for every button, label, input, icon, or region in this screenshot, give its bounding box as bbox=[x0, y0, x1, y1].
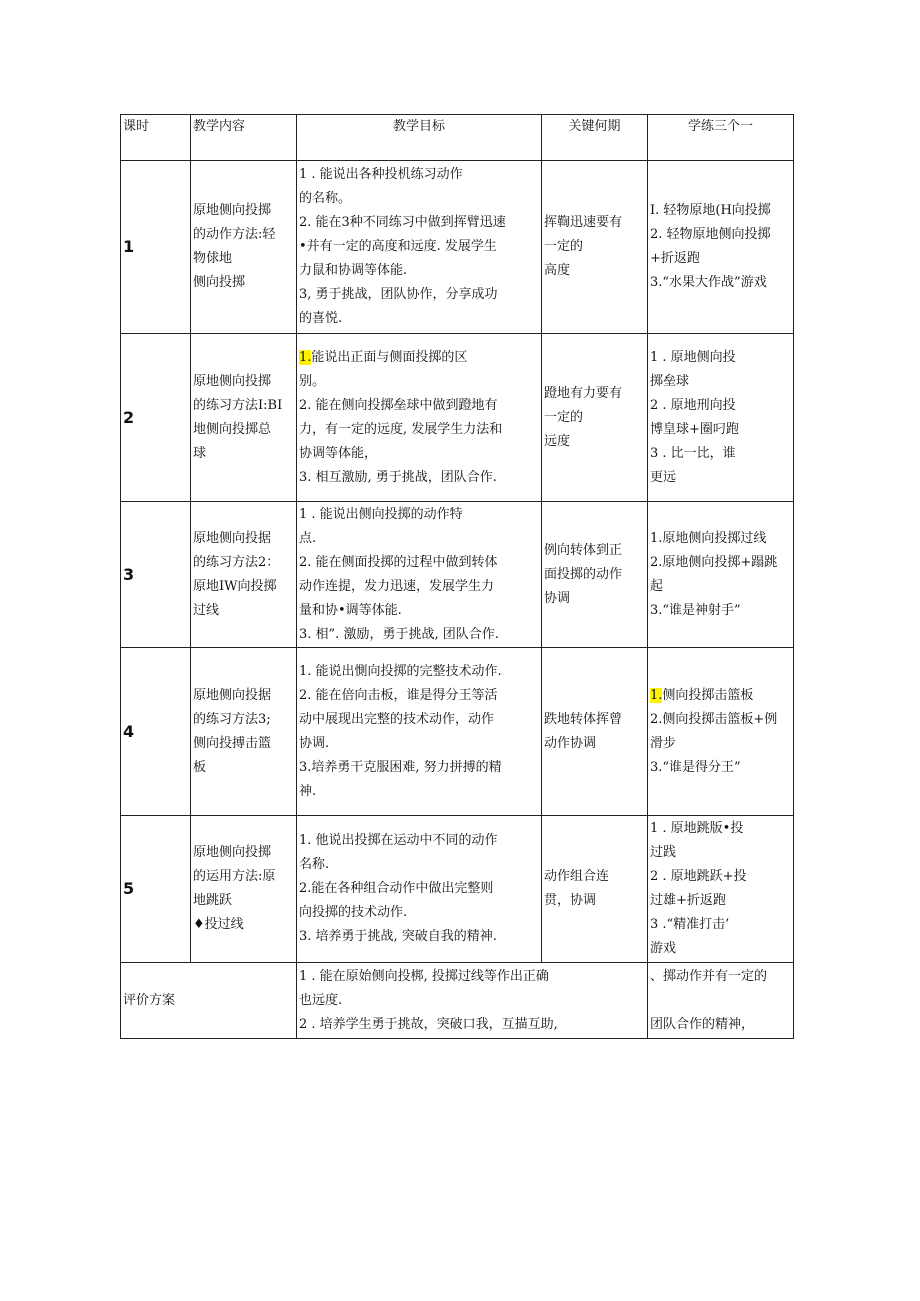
goal-line: 1. 能说出惻向投掷的完整技术动作. bbox=[299, 663, 502, 679]
content-line: 原地侧向投据 bbox=[193, 687, 272, 703]
content-line: 的练习方法2： bbox=[193, 554, 280, 570]
practice-line: 1.原地侧向投掷过线 bbox=[650, 530, 767, 546]
practice-line: 3.“水果大作战”游戏 bbox=[650, 275, 767, 290]
practice-cell bbox=[648, 161, 794, 334]
header-lesson: 课时 bbox=[121, 115, 191, 161]
practice-text: 侧向投掷击篮板 bbox=[662, 687, 754, 703]
practice-line: 博皇球+圈叼跑 bbox=[650, 421, 739, 437]
goal-line: 2. 能在侧面投掷的过程中做到转体 bbox=[299, 554, 498, 570]
lesson-row-5 bbox=[121, 816, 794, 963]
key-line: 动作协调 bbox=[544, 735, 597, 751]
practice-line: 3.“谁是神射手” bbox=[650, 602, 741, 618]
key-line: 贯，协调 bbox=[544, 893, 597, 908]
practice-line: 2.侧向投掷击篮板+例 bbox=[650, 711, 778, 727]
goal-line: •并有一定的高度和远度. 发展学生 bbox=[299, 239, 497, 254]
lesson-number: 4 bbox=[121, 648, 191, 816]
key-line: 挥鞫迅速要有 bbox=[544, 215, 623, 230]
content-cell bbox=[191, 334, 297, 502]
practice-line: 2 . 原地刑向投 bbox=[650, 397, 736, 413]
evaluation-line: 2 . 培养学生勇于挑故，突破口我，互描互助, bbox=[299, 1016, 558, 1032]
practice-line: 3 .“精准打击’ bbox=[650, 917, 730, 932]
content-line: 侧向投搏击篮 bbox=[193, 735, 272, 751]
key-line: 面投掷的动作 bbox=[544, 566, 623, 582]
goal-line: 名称. bbox=[299, 857, 330, 872]
practice-cell bbox=[648, 816, 794, 963]
highlight-mark: 1. bbox=[650, 687, 663, 703]
practice-cell bbox=[648, 334, 794, 502]
content-line: 板 bbox=[193, 759, 207, 775]
lesson-number: 5 bbox=[121, 816, 191, 963]
content-line: 球 bbox=[193, 445, 207, 461]
highlight-mark: 1. bbox=[299, 349, 312, 365]
key-cell bbox=[542, 161, 648, 334]
goal-line: 3. 相”. 激励，勇于挑战, 团队合作. bbox=[299, 626, 499, 642]
practice-line: 掷垒球 bbox=[650, 373, 690, 389]
content-line: 原地IW向投掷 bbox=[193, 578, 277, 594]
goals-cell bbox=[297, 502, 542, 648]
goal-line: 3. 培养勇于挑战, 突破自我的精神. bbox=[299, 929, 497, 944]
goal-line: 的喜悦. bbox=[299, 311, 343, 326]
key-cell bbox=[542, 816, 648, 963]
practice-line: 起 bbox=[650, 578, 664, 594]
content-line: 的动作方法:轻 bbox=[193, 227, 276, 242]
goal-line: 2. 能在倍向击板，谁是得分王等活 bbox=[299, 687, 498, 703]
evaluation-line: 、掷动作并有一定的 bbox=[650, 968, 768, 984]
lesson-row-2 bbox=[121, 334, 794, 502]
key-cell bbox=[542, 502, 648, 648]
content-line: ♦投过线 bbox=[193, 917, 244, 932]
practice-line: 滑步 bbox=[650, 735, 677, 751]
header-practice: 学练三个一 bbox=[648, 115, 794, 161]
goal-line: 3, 勇于挑战，团队协作，分享成功 bbox=[299, 287, 498, 302]
goal-line: 3.培养勇干克服困难, 努力拼搏的精 bbox=[299, 759, 502, 775]
evaluation-line: 团队合作的精神， bbox=[650, 1016, 755, 1032]
practice-line: 游戏 bbox=[650, 941, 677, 956]
goal-line: 向投掷的技术动作. bbox=[299, 905, 408, 920]
goal-line: 3. 相互激励, 勇于挑战，团队合作. bbox=[299, 469, 497, 485]
practice-line: 更远 bbox=[650, 469, 677, 485]
header-key-period: 关键何期 bbox=[542, 115, 648, 161]
practice-cell bbox=[648, 648, 794, 816]
goal-line: 力鼠和协调等体能. bbox=[299, 263, 408, 278]
evaluation-line: 也远度. bbox=[299, 992, 343, 1008]
goal-line: 协调. bbox=[299, 735, 330, 751]
lesson-row-3 bbox=[121, 502, 794, 648]
goal-line: 神. bbox=[299, 783, 317, 799]
goal-line: 别。 bbox=[299, 373, 326, 389]
goal-line: 2. 能在3种不同练习中做到挥臂迅速 bbox=[299, 215, 506, 230]
key-line: 一定的 bbox=[544, 409, 584, 425]
practice-line: +折返跑 bbox=[650, 251, 700, 266]
practice-cell bbox=[648, 502, 794, 648]
practice-line bbox=[650, 684, 791, 708]
header-goals: 教学目标 bbox=[297, 115, 542, 161]
goal-line: 点. bbox=[299, 530, 317, 546]
practice-line: 1 . 原地侧向投 bbox=[650, 349, 736, 365]
key-line: 例向转体到正 bbox=[544, 542, 623, 558]
goals-cell bbox=[297, 816, 542, 963]
practice-line: 过雄+折返跑 bbox=[650, 893, 726, 908]
lesson-row-4 bbox=[121, 648, 794, 816]
evaluation-left-cell bbox=[297, 963, 648, 1039]
goals-cell bbox=[297, 334, 542, 502]
evaluation-line: 1 . 能在原始侧向投梆, 投掷过线等作出正确 bbox=[299, 968, 549, 984]
key-line: 动作组合连 bbox=[544, 869, 610, 884]
goal-line: 1 . 能说出侧向投掷的动作特 bbox=[299, 506, 463, 522]
content-line: 原地侧向投掷 bbox=[193, 373, 272, 389]
practice-line: 2 . 原地跳跃+投 bbox=[650, 869, 747, 884]
lesson-plan-table bbox=[120, 114, 794, 1039]
key-cell bbox=[542, 648, 648, 816]
key-line: 蹬地有力要有 bbox=[544, 385, 623, 401]
content-line: 侧向投掷 bbox=[193, 275, 246, 290]
evaluation-right-cell bbox=[648, 963, 794, 1039]
goal-line: 2.能在各种组合动作中做出完整则 bbox=[299, 881, 494, 896]
key-line: 高度 bbox=[544, 263, 571, 278]
content-cell bbox=[191, 648, 297, 816]
goal-line: 动中展现出完整的技术动作，动作 bbox=[299, 711, 495, 727]
content-line: 的练习方法I:BI bbox=[193, 397, 283, 413]
lesson-number: 2 bbox=[121, 334, 191, 502]
content-cell bbox=[191, 161, 297, 334]
practice-line: 过践 bbox=[650, 845, 677, 860]
key-line: 跌地转体挥曾 bbox=[544, 711, 623, 727]
practice-line: 3 . 比一比，谁 bbox=[650, 445, 736, 461]
content-line: 物俅地 bbox=[193, 251, 233, 266]
content-line: 原地侧向投据 bbox=[193, 530, 272, 546]
goal-line: 力，有一定的远度, 发展学生力法和 bbox=[299, 421, 503, 437]
key-line: 远度 bbox=[544, 433, 571, 449]
goal-line: 的名称。 bbox=[299, 191, 352, 206]
evaluation-row bbox=[121, 963, 794, 1039]
content-line: 过线 bbox=[193, 602, 220, 618]
lesson-number: 3 bbox=[121, 502, 191, 648]
header-content: 教学内容 bbox=[191, 115, 297, 161]
goal-line: 1. 他说出投掷在运动中不同的动作 bbox=[299, 833, 498, 848]
key-line: 协调 bbox=[544, 590, 571, 606]
key-line: 一定的 bbox=[544, 239, 584, 254]
goal-line: 2. 能在侧向投掷垒球中做到蹬地有 bbox=[299, 397, 498, 413]
lesson-number: 1 bbox=[121, 161, 191, 334]
content-cell bbox=[191, 816, 297, 963]
key-cell bbox=[542, 334, 648, 502]
goal-line bbox=[299, 346, 539, 370]
goal-line: 量和协•调等体能. bbox=[299, 602, 402, 618]
practice-line: 2.原地侧向投掷+蹋跳 bbox=[650, 554, 778, 570]
content-line: 的练习方法3; bbox=[193, 711, 271, 727]
goal-line: 协调等体能， bbox=[299, 445, 378, 461]
goal-line: 动作连提，发力迅速，发展学生力 bbox=[299, 578, 495, 594]
evaluation-line bbox=[650, 989, 791, 1013]
content-line: 原地侧向投掷 bbox=[193, 845, 272, 860]
lesson-row-1 bbox=[121, 161, 794, 334]
goals-cell bbox=[297, 648, 542, 816]
header-row bbox=[121, 115, 794, 161]
goal-line: 1 . 能说出各种投机练习动作 bbox=[299, 167, 463, 182]
evaluation-label: 评价方案 bbox=[121, 963, 297, 1039]
content-line: 的运用方法:原 bbox=[193, 869, 276, 884]
practice-line: I. 轻物原地(H向投掷 bbox=[650, 203, 771, 218]
content-line: 地侧向投掷总 bbox=[193, 421, 272, 437]
practice-line: 1 . 原地跳版•投 bbox=[650, 821, 744, 836]
practice-line: 2. 轻物原地侧向投掷 bbox=[650, 227, 771, 242]
goals-cell bbox=[297, 161, 542, 334]
content-line: 原地侧向投掷 bbox=[193, 203, 272, 218]
practice-line: 3.“谁是得分王” bbox=[650, 759, 741, 775]
content-line: 地跳跃 bbox=[193, 893, 233, 908]
goal-text: 能说出正面与侧面投掷的区 bbox=[311, 349, 468, 365]
content-cell bbox=[191, 502, 297, 648]
